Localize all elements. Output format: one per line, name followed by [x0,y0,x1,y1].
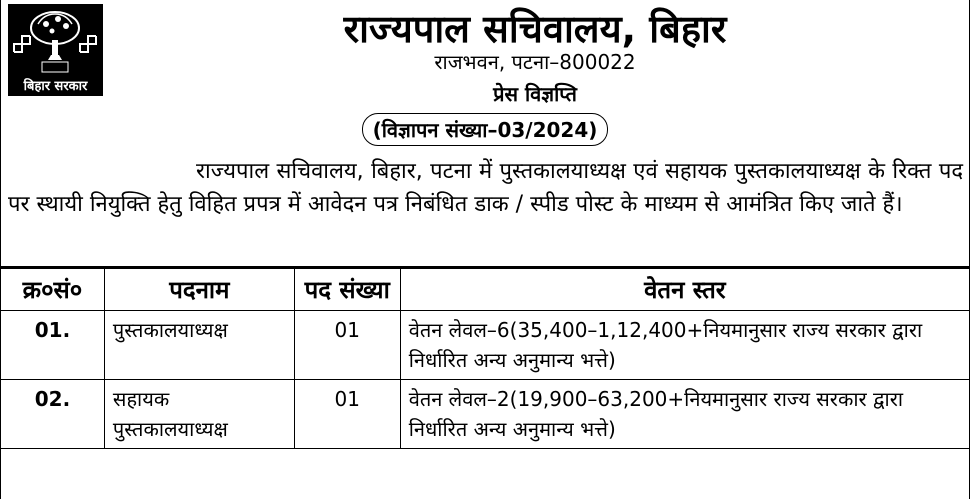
row-post: पुस्तकालयाध्यक्ष [104,311,294,380]
row-serial: 01. [1,311,105,380]
table-row [1,311,970,380]
table-header-row [1,269,970,311]
ad-number-badge: (विज्ञापन संख्या–03/2024) [362,113,609,146]
page-title: राज्यपाल सचिवालय, बिहार [343,7,727,51]
header-post: पदनाम [104,269,294,311]
header-serial: क्र०सं० [1,269,105,311]
row-count: 01 [294,311,400,380]
bihar-emblem-logo [8,4,103,96]
row-post: सहायक पुस्तकालयाध्यक्ष [104,380,294,449]
header-count: पद संख्या [294,269,400,311]
logo-text: बिहार सरकार [23,79,88,94]
notice-paragraph-text: राज्यपाल सचिवालय, बिहार, पटना में पुस्तकालयाध्यक्ष एवं सहायक पुस्तकालयाध्यक्ष के रिक्त पद पर स्थायी नियुक्ति हेतु विहित प्रपत्र में आवेदन पत्र निबंधित डाक / स्पीड पोस्ट के माध्यम से आमंत्रित किए जाते हैं। [8,159,963,217]
ad-number-wrap [0,113,970,146]
notice-paragraph [8,155,963,221]
row-count: 01 [294,380,400,449]
press-release-label: प्रेस विज्ञप्ति [493,82,577,106]
header-pay: वेतन स्तर [400,269,969,311]
row-pay: वेतन लेवल–2(19,900–63,200+नियमानुसार राज्य सरकार द्वारा निर्धारित अन्य अनुमान्य भत्ते) [400,380,969,449]
row-serial: 02. [1,380,105,449]
row-pay: वेतन लेवल–6(35,400–1,12,400+नियमानुसार राज्य सरकार द्वारा निर्धारित अन्य अनुमान्य भत्ते) [400,311,969,380]
posts-table [0,268,970,449]
table-row [1,380,970,449]
address: राजभवन, पटना–800022 [434,50,636,74]
